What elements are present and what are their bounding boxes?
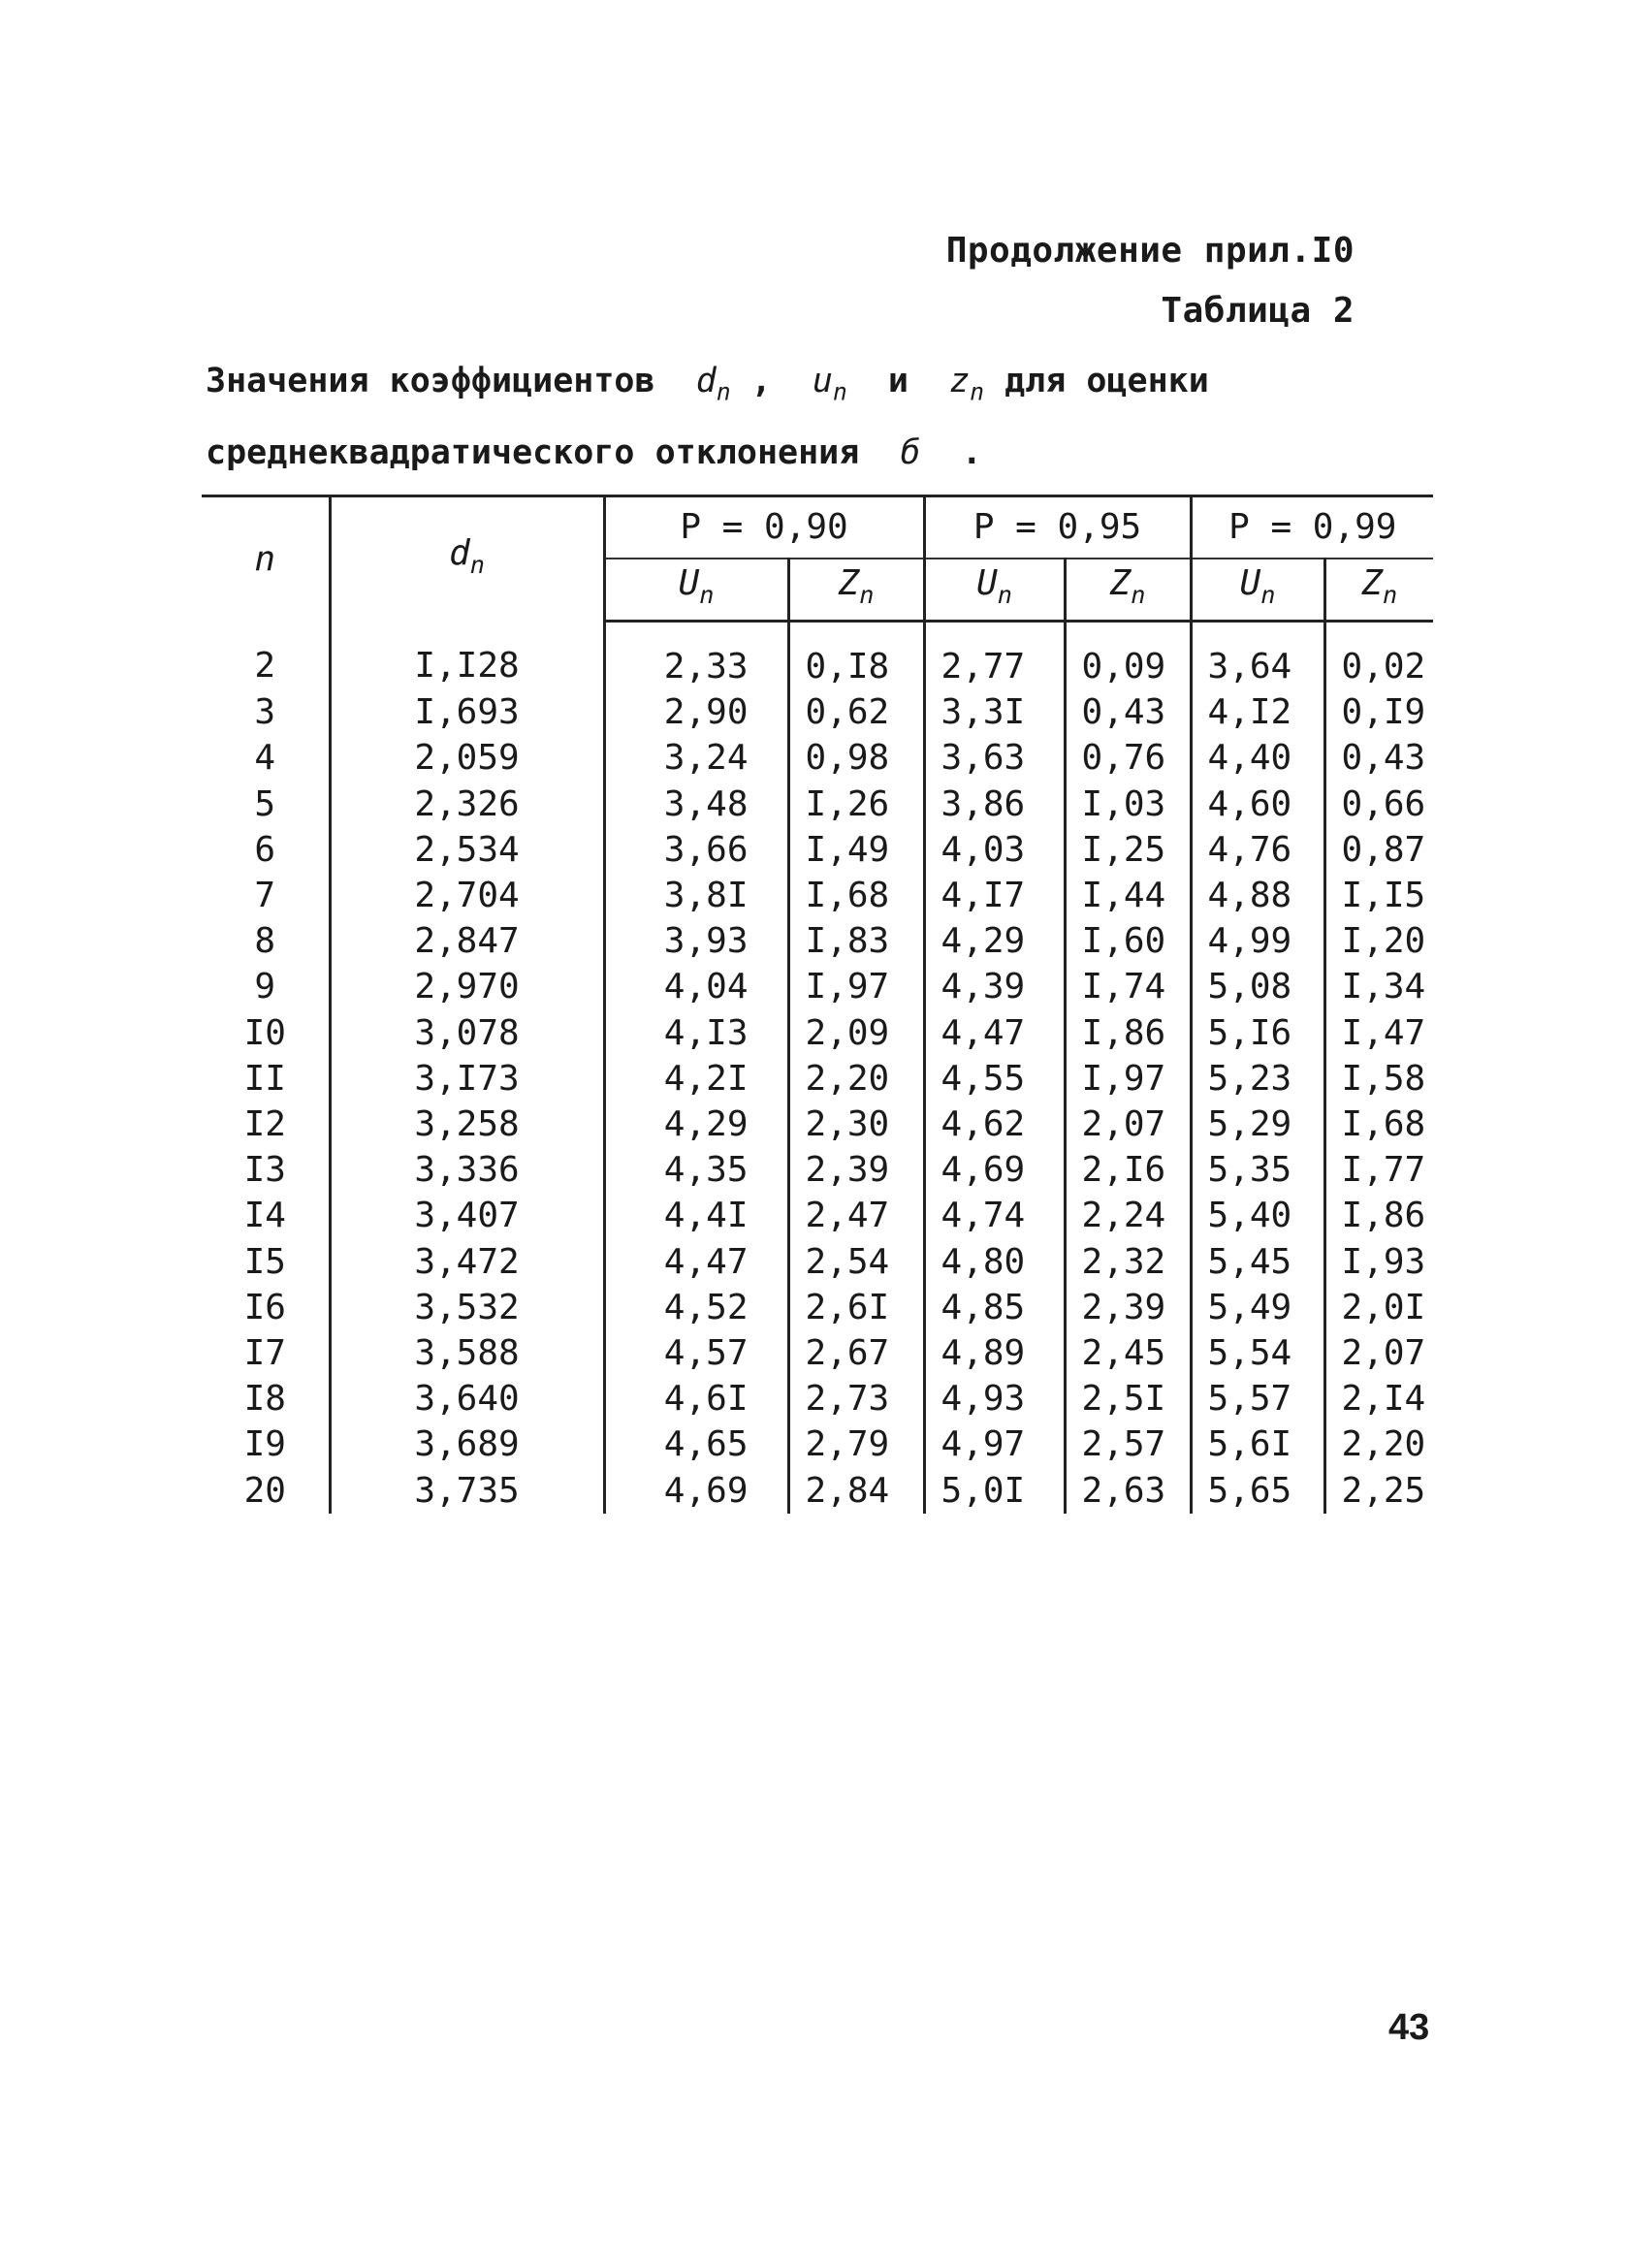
cell-n: II <box>243 1058 286 1099</box>
table-row <box>202 1193 1433 1238</box>
cell-z-090: I,97 <box>788 964 924 1009</box>
cell-z-095: 2,32 <box>1065 1239 1191 1285</box>
cell-u-099: 5,65 <box>1191 1468 1324 1514</box>
cell-u-090: 4,47 <box>604 1239 788 1285</box>
caption-comma: , <box>750 362 772 400</box>
cell-z-090: 2,54 <box>788 1239 924 1285</box>
table-row <box>202 918 1433 964</box>
cell-z-095: I,60 <box>1065 918 1191 964</box>
symbol-sigma: б <box>900 432 921 472</box>
cell-dn: 3,258 <box>330 1102 604 1147</box>
caption-text-3: среднеквадратического отклонения <box>206 432 860 472</box>
cell-u-099: 5,08 <box>1191 964 1324 1009</box>
cell-z-090: I,49 <box>788 827 924 873</box>
cell-u-099: 5,40 <box>1191 1193 1324 1238</box>
cell-z-090: 0,62 <box>788 689 924 735</box>
cell-u-099: 4,I2 <box>1191 689 1324 735</box>
coefficients-table <box>202 495 1433 1514</box>
cell-z-090: 0,98 <box>788 735 924 781</box>
cell-u-090: 4,2I <box>604 1056 788 1102</box>
cell-dn: I,I28 <box>330 622 604 690</box>
header-p-095: P = 0,95 <box>924 496 1191 559</box>
cell-z-099: I,34 <box>1324 964 1433 1009</box>
cell-n: I9 <box>243 1424 286 1465</box>
header-p-099: P = 0,99 <box>1191 496 1433 559</box>
cell-n: I6 <box>243 1287 286 1327</box>
cell-z-095: I,44 <box>1065 873 1191 918</box>
cell-z-095: I,97 <box>1065 1056 1191 1102</box>
cell-u-090: 3,66 <box>604 827 788 873</box>
cell-z-090: 0,I8 <box>788 622 924 690</box>
cell-u-095: 4,29 <box>924 918 1065 964</box>
table-caption <box>206 351 1418 483</box>
cell-u-095: 4,62 <box>924 1102 1065 1147</box>
cell-u-099: 5,23 <box>1191 1056 1324 1102</box>
cell-n: I8 <box>243 1379 286 1420</box>
table-row <box>202 1468 1433 1514</box>
cell-u-099: 5,54 <box>1191 1330 1324 1376</box>
cell-u-090: 2,90 <box>604 689 788 735</box>
cell-u-095: 4,69 <box>924 1147 1065 1193</box>
table-row <box>202 1421 1433 1467</box>
cell-u-090: 4,52 <box>604 1285 788 1330</box>
cell-z-099: I,68 <box>1324 1102 1433 1147</box>
cell-u-095: 4,85 <box>924 1285 1065 1330</box>
cell-z-099: 2,I4 <box>1324 1376 1433 1421</box>
cell-n: I0 <box>243 1012 286 1053</box>
cell-u-095: 4,80 <box>924 1239 1065 1285</box>
caption-text-2: для оценки <box>1004 362 1209 400</box>
cell-u-090: 3,48 <box>604 782 788 827</box>
table-body <box>202 622 1433 1514</box>
caption-period: . <box>961 432 982 472</box>
cell-u-090: 4,69 <box>604 1468 788 1514</box>
cell-n: 2 <box>254 646 276 687</box>
cell-u-099: 4,76 <box>1191 827 1324 873</box>
cell-dn: 3,588 <box>330 1330 604 1376</box>
cell-z-095: 2,07 <box>1065 1102 1191 1147</box>
header-u-095: $U_n$ <box>924 559 1065 622</box>
cell-z-090: 2,39 <box>788 1147 924 1193</box>
table-row <box>202 622 1433 690</box>
cell-z-090: 2,09 <box>788 1010 924 1056</box>
cell-u-095: 4,97 <box>924 1421 1065 1467</box>
cell-z-095: 2,57 <box>1065 1421 1191 1467</box>
cell-u-099: 5,49 <box>1191 1285 1324 1330</box>
cell-z-095: 2,5I <box>1065 1376 1191 1421</box>
table-row <box>202 964 1433 1009</box>
cell-dn: I,693 <box>330 689 604 735</box>
cell-z-099: 0,66 <box>1324 782 1433 827</box>
cell-z-090: 2,79 <box>788 1421 924 1467</box>
cell-n: I2 <box>243 1104 286 1145</box>
cell-u-090: 4,65 <box>604 1421 788 1467</box>
cell-u-095: 5,0I <box>924 1468 1065 1514</box>
header-p-090: P = 0,90 <box>604 496 924 559</box>
cell-z-095: 2,45 <box>1065 1330 1191 1376</box>
cell-u-099: 5,I6 <box>1191 1010 1324 1056</box>
table-label: Таблица 2 <box>1161 291 1355 331</box>
header-dn: $d_n$ <box>330 496 604 622</box>
cell-z-090: 2,67 <box>788 1330 924 1376</box>
cell-z-099: 2,0I <box>1324 1285 1433 1330</box>
cell-z-099: I,58 <box>1324 1056 1433 1102</box>
cell-z-095: 2,24 <box>1065 1193 1191 1238</box>
cell-z-099: I,93 <box>1324 1239 1433 1285</box>
cell-z-090: I,26 <box>788 782 924 827</box>
cell-dn: 3,336 <box>330 1147 604 1193</box>
cell-u-095: 3,63 <box>924 735 1065 781</box>
cell-u-090: 2,33 <box>604 622 788 690</box>
table-row <box>202 689 1433 735</box>
cell-z-090: 2,30 <box>788 1102 924 1147</box>
table-row <box>202 782 1433 827</box>
cell-z-095: 0,76 <box>1065 735 1191 781</box>
cell-z-095: I,74 <box>1065 964 1191 1009</box>
header-n: n <box>202 496 330 622</box>
symbol-d: $d_n$ <box>695 362 731 406</box>
cell-z-095: I,86 <box>1065 1010 1191 1056</box>
cell-u-090: 4,57 <box>604 1330 788 1376</box>
cell-u-090: 4,I3 <box>604 1010 788 1056</box>
cell-u-090: 3,24 <box>604 735 788 781</box>
cell-dn: 2,059 <box>330 735 604 781</box>
header-z-099: $Z_n$ <box>1324 559 1433 622</box>
cell-u-090: 4,29 <box>604 1102 788 1147</box>
cell-u-090: 3,93 <box>604 918 788 964</box>
cell-z-090: I,83 <box>788 918 924 964</box>
cell-u-095: 4,I7 <box>924 873 1065 918</box>
table-row <box>202 827 1433 873</box>
cell-u-095: 4,93 <box>924 1376 1065 1421</box>
cell-z-099: I,77 <box>1324 1147 1433 1193</box>
cell-u-099: 5,57 <box>1191 1376 1324 1421</box>
table-row <box>202 1147 1433 1193</box>
cell-z-095: 0,43 <box>1065 689 1191 735</box>
cell-u-095: 4,39 <box>924 964 1065 1009</box>
cell-dn: 3,735 <box>330 1468 604 1514</box>
table-row <box>202 1056 1433 1102</box>
cell-z-090: 2,84 <box>788 1468 924 1514</box>
header-u-090: $U_n$ <box>604 559 788 622</box>
cell-z-090: 2,73 <box>788 1376 924 1421</box>
symbol-u: $u_n$ <box>812 362 847 406</box>
cell-dn: 3,472 <box>330 1239 604 1285</box>
caption-text-1: Значения коэффициентов <box>206 362 655 400</box>
cell-dn: 3,640 <box>330 1376 604 1421</box>
cell-dn: 2,704 <box>330 873 604 918</box>
cell-z-090: 2,47 <box>788 1193 924 1238</box>
cell-n: I4 <box>243 1196 286 1236</box>
table-row <box>202 873 1433 918</box>
cell-dn: 2,847 <box>330 918 604 964</box>
cell-u-099: 5,35 <box>1191 1147 1324 1193</box>
cell-n: 7 <box>254 876 276 916</box>
cell-n: I5 <box>243 1241 286 1282</box>
cell-u-099: 4,99 <box>1191 918 1324 964</box>
cell-z-099: I,47 <box>1324 1010 1433 1056</box>
caption-and: и <box>887 362 909 400</box>
cell-u-095: 4,89 <box>924 1330 1065 1376</box>
cell-u-095: 4,03 <box>924 827 1065 873</box>
table-row <box>202 1376 1433 1421</box>
cell-n: 8 <box>254 921 276 962</box>
cell-z-095: 0,09 <box>1065 622 1191 690</box>
symbol-z: $z_n$ <box>949 362 984 406</box>
cell-n: I3 <box>243 1150 286 1191</box>
cell-n: 4 <box>254 738 276 779</box>
cell-z-099: 0,02 <box>1324 622 1433 690</box>
cell-z-090: 2,6I <box>788 1285 924 1330</box>
cell-dn: 2,326 <box>330 782 604 827</box>
cell-u-090: 4,35 <box>604 1147 788 1193</box>
header-z-095: $Z_n$ <box>1065 559 1191 622</box>
cell-z-099: 0,I9 <box>1324 689 1433 735</box>
cell-u-095: 4,74 <box>924 1193 1065 1238</box>
cell-n: I7 <box>243 1333 286 1374</box>
table-row <box>202 1330 1433 1376</box>
cell-z-095: 2,63 <box>1065 1468 1191 1514</box>
cell-dn: 2,970 <box>330 964 604 1009</box>
cell-z-090: 2,20 <box>788 1056 924 1102</box>
cell-z-099: 0,43 <box>1324 735 1433 781</box>
table-row <box>202 1102 1433 1147</box>
table-row <box>202 1010 1433 1056</box>
cell-dn: 3,078 <box>330 1010 604 1056</box>
cell-n: 20 <box>243 1470 286 1511</box>
cell-n: 3 <box>254 692 276 733</box>
table-header-row-1 <box>202 496 1433 559</box>
cell-u-099: 4,60 <box>1191 782 1324 827</box>
continuation-note: Продолжение прил.I0 <box>945 231 1355 271</box>
cell-z-095: 2,39 <box>1065 1285 1191 1330</box>
cell-u-090: 4,6I <box>604 1376 788 1421</box>
cell-u-099: 3,64 <box>1191 622 1324 690</box>
cell-u-095: 3,86 <box>924 782 1065 827</box>
cell-u-099: 4,40 <box>1191 735 1324 781</box>
cell-dn: 3,689 <box>330 1421 604 1467</box>
cell-z-090: I,68 <box>788 873 924 918</box>
cell-u-090: 3,8I <box>604 873 788 918</box>
table-row <box>202 735 1433 781</box>
cell-u-095: 4,47 <box>924 1010 1065 1056</box>
cell-u-095: 2,77 <box>924 622 1065 690</box>
cell-z-099: I,I5 <box>1324 873 1433 918</box>
cell-u-095: 4,55 <box>924 1056 1065 1102</box>
cell-dn: 3,532 <box>330 1285 604 1330</box>
cell-z-099: I,86 <box>1324 1193 1433 1238</box>
cell-u-099: 5,45 <box>1191 1239 1324 1285</box>
cell-n: 9 <box>254 967 276 1007</box>
cell-z-095: I,03 <box>1065 782 1191 827</box>
table-row <box>202 1285 1433 1330</box>
cell-u-099: 5,29 <box>1191 1102 1324 1147</box>
cell-u-090: 4,4I <box>604 1193 788 1238</box>
cell-u-090: 4,04 <box>604 964 788 1009</box>
cell-z-099: 0,87 <box>1324 827 1433 873</box>
cell-dn: 3,407 <box>330 1193 604 1238</box>
cell-dn: 3,I73 <box>330 1056 604 1102</box>
header-z-090: $Z_n$ <box>788 559 924 622</box>
cell-z-099: 2,20 <box>1324 1421 1433 1467</box>
table-row <box>202 1239 1433 1285</box>
page-number: 43 <box>1388 2007 1430 2048</box>
cell-z-099: 2,25 <box>1324 1468 1433 1514</box>
cell-z-095: I,25 <box>1065 827 1191 873</box>
cell-n: 6 <box>254 829 276 870</box>
cell-u-095: 3,3I <box>924 689 1065 735</box>
cell-u-099: 4,88 <box>1191 873 1324 918</box>
cell-u-099: 5,6I <box>1191 1421 1324 1467</box>
cell-z-099: 2,07 <box>1324 1330 1433 1376</box>
cell-z-099: I,20 <box>1324 918 1433 964</box>
cell-n: 5 <box>254 783 276 824</box>
cell-z-095: 2,I6 <box>1065 1147 1191 1193</box>
cell-dn: 2,534 <box>330 827 604 873</box>
header-u-099: $U_n$ <box>1191 559 1324 622</box>
